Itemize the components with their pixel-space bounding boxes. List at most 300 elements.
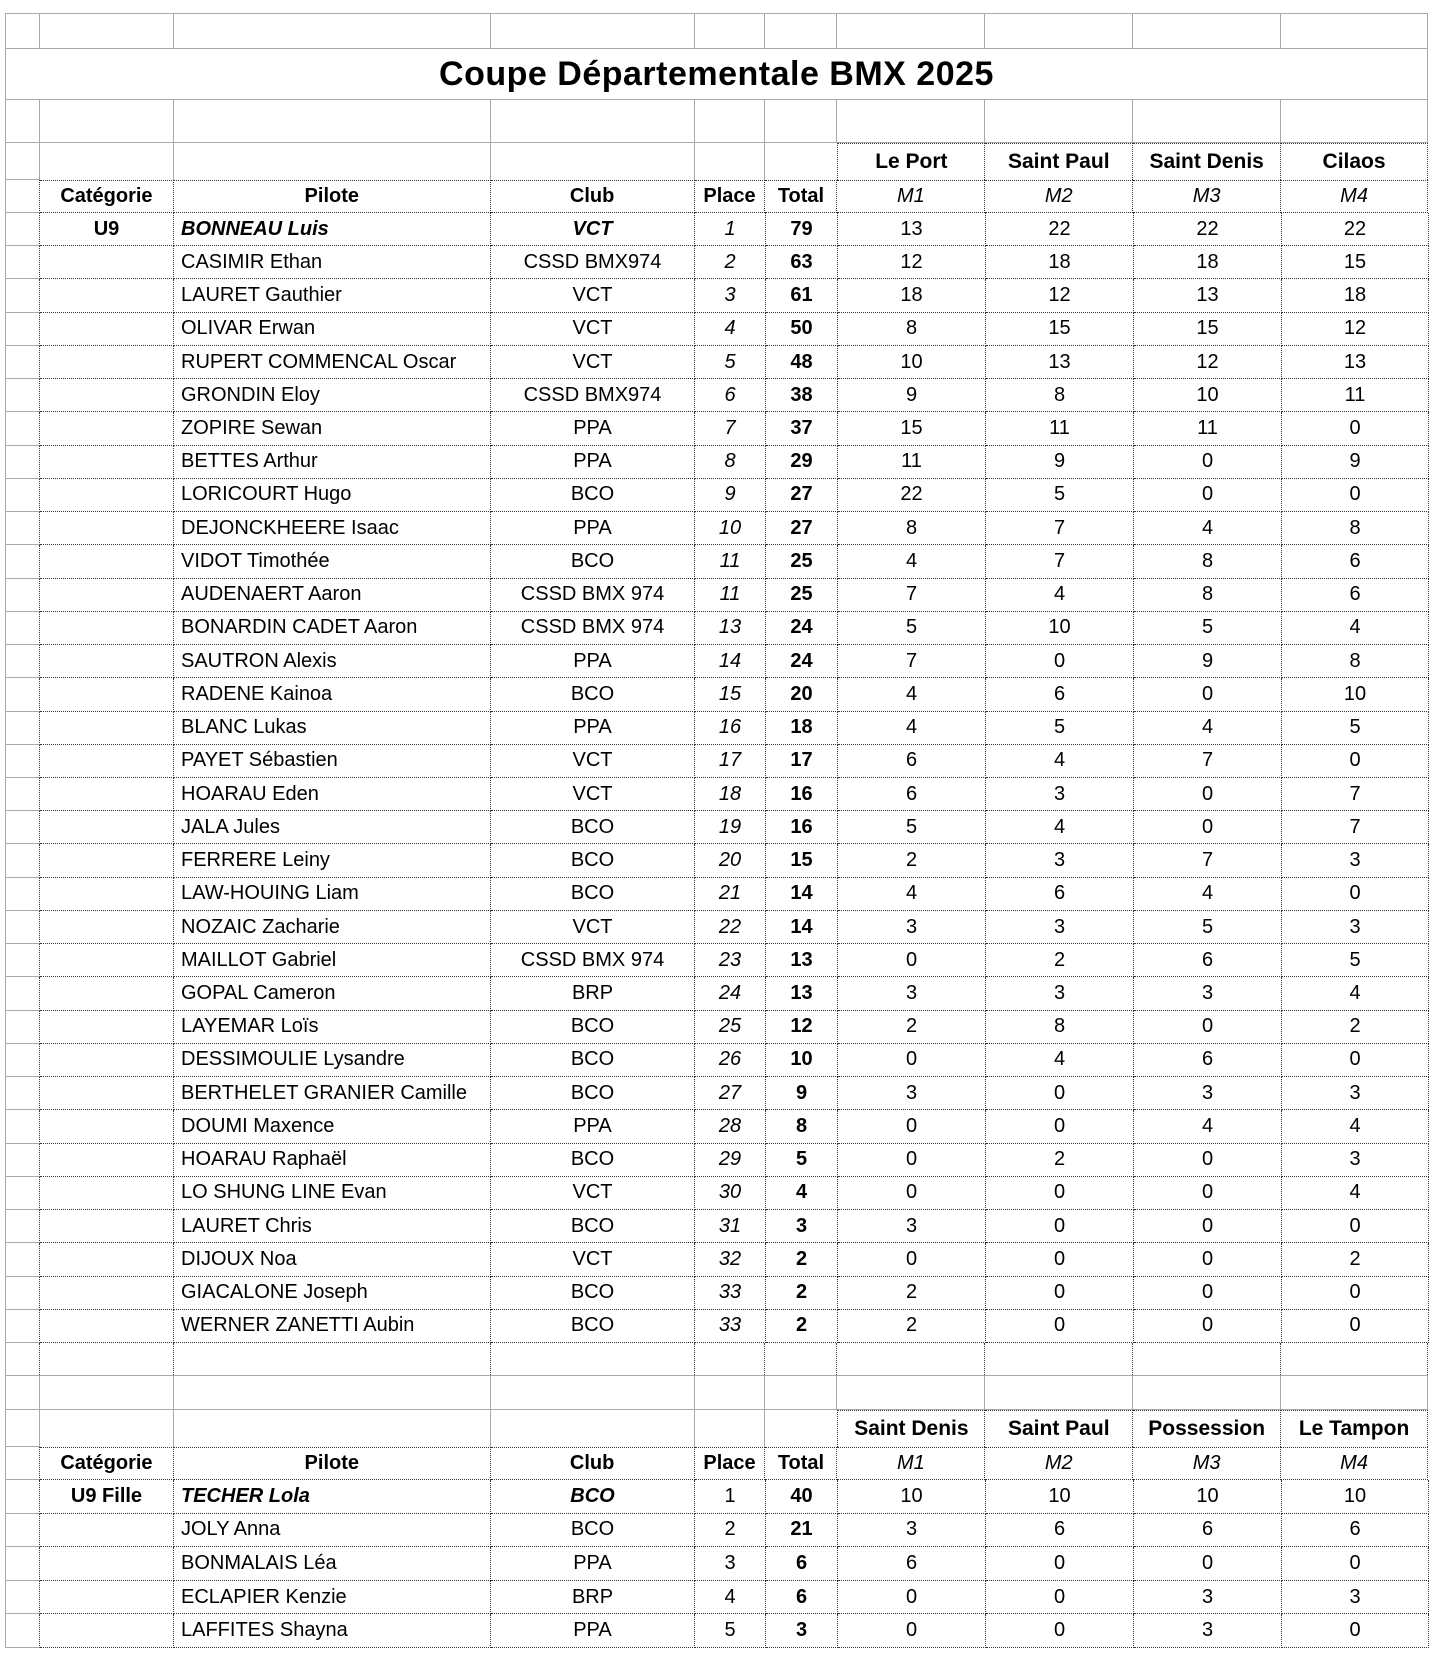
cell-m2: 10: [986, 612, 1134, 645]
table-row: [5, 379, 1429, 412]
cell-m4: 3: [1282, 1077, 1429, 1110]
grid-cell: [6, 1514, 40, 1548]
cell-club: CSSD BMX 974: [491, 612, 695, 645]
cell-m1: 4: [838, 545, 986, 578]
grid-cell: [491, 1410, 695, 1447]
cell-pilot: CASIMIR Ethan: [174, 246, 491, 279]
grid-cell: [6, 1447, 40, 1480]
grid-cell: [6, 645, 40, 678]
cell-pilot: OLIVAR Erwan: [174, 313, 491, 346]
worksheet-row: [5, 1376, 1428, 1410]
table-row: [5, 412, 1429, 445]
cell-m4: 10: [1282, 678, 1429, 711]
cell-m2: 0: [986, 1243, 1134, 1276]
cell-m1: 6: [838, 745, 986, 778]
grid-cell: [6, 977, 40, 1010]
grid-cell: [6, 213, 40, 246]
cell-total: 38: [766, 379, 838, 412]
table-row: [5, 778, 1429, 811]
grid-cell: [837, 1376, 985, 1409]
grid-cell: [695, 100, 766, 142]
cell-total: 12: [766, 1011, 838, 1044]
cell-category: [40, 1044, 174, 1077]
cell-m2: 15: [986, 313, 1134, 346]
results-sheet: [5, 13, 1428, 1648]
cell-m3: 11: [1134, 412, 1282, 445]
cell-m1: 7: [838, 579, 986, 612]
cell-m2: 2: [986, 1144, 1134, 1177]
cell-m3: 3: [1134, 1614, 1282, 1648]
header-place: Place: [695, 180, 766, 213]
column-header-row: [5, 180, 1428, 213]
cell-pilot: MAILLOT Gabriel: [174, 944, 491, 977]
cell-pilot: ZOPIRE Sewan: [174, 412, 491, 445]
cell-pilot: LAW-HOUING Liam: [174, 878, 491, 911]
cell-m3: 9: [1134, 645, 1282, 678]
cell-m2: 13: [986, 346, 1134, 379]
grid-cell: [1133, 100, 1281, 142]
cell-pilot: DESSIMOULIE Lysandre: [174, 1044, 491, 1077]
cell-place: 7: [695, 412, 766, 445]
cell-club: CSSD BMX 974: [491, 579, 695, 612]
cell-total: 14: [766, 878, 838, 911]
grid-cell: [40, 1410, 174, 1447]
cell-m2: 6: [986, 878, 1134, 911]
cell-m1: 10: [838, 346, 986, 379]
cell-category: [40, 1581, 174, 1615]
cell-m3: 0: [1134, 446, 1282, 479]
header-m2: M2: [985, 1447, 1133, 1480]
cell-m1: 0: [838, 1581, 986, 1615]
cell-m2: 10: [986, 1480, 1134, 1514]
cell-club: BCO: [491, 1011, 695, 1044]
cell-m4: 3: [1282, 844, 1429, 877]
cell-m2: 4: [986, 745, 1134, 778]
table-row: [5, 911, 1429, 944]
cell-total: 14: [766, 911, 838, 944]
cell-total: 40: [766, 1480, 838, 1514]
grid-cell: [6, 14, 40, 48]
grid-cell: [40, 143, 174, 180]
grid-cell: [695, 143, 766, 180]
grid-cell: [6, 1044, 40, 1077]
grid-cell: [6, 346, 40, 379]
grid-cell: [174, 1376, 491, 1409]
cell-place: 24: [695, 977, 766, 1010]
grid-cell: [695, 1376, 766, 1409]
grid-cell: [6, 1376, 40, 1409]
table-row: [5, 1614, 1429, 1648]
cell-club: BCO: [491, 1480, 695, 1514]
cell-m1: 2: [838, 844, 986, 877]
cell-m3: 4: [1134, 878, 1282, 911]
cell-m4: 13: [1282, 346, 1429, 379]
cell-m3: 6: [1134, 1514, 1282, 1548]
cell-pilot: NOZAIC Zacharie: [174, 911, 491, 944]
category-section: [5, 1410, 1428, 1648]
cell-m2: 4: [986, 1044, 1134, 1077]
header-total: Total: [765, 180, 837, 213]
cell-m4: 9: [1282, 446, 1429, 479]
table-row: [5, 1277, 1429, 1310]
cell-category: [40, 778, 174, 811]
grid-cell: [6, 1011, 40, 1044]
cell-category: [40, 811, 174, 844]
grid-cell: [1133, 1343, 1281, 1375]
cell-m3: 7: [1134, 844, 1282, 877]
cell-club: BCO: [491, 1310, 695, 1343]
cell-club: VCT: [491, 778, 695, 811]
rows: [5, 213, 1428, 1343]
cell-m1: 22: [838, 479, 986, 512]
cell-m4: 22: [1282, 213, 1429, 246]
cell-club: BCO: [491, 811, 695, 844]
header-total: Total: [765, 1447, 837, 1480]
cell-club: BCO: [491, 479, 695, 512]
cell-m1: 3: [838, 1077, 986, 1110]
cell-m2: 2: [986, 944, 1134, 977]
table-row: [5, 712, 1429, 745]
grid-cell: [6, 512, 40, 545]
grid-cell: [6, 1581, 40, 1615]
cell-pilot: GRONDIN Eloy: [174, 379, 491, 412]
cell-m1: 8: [838, 512, 986, 545]
cell-category: [40, 313, 174, 346]
cell-category: [40, 545, 174, 578]
header-club: Club: [491, 1447, 695, 1480]
header-categorie: Catégorie: [40, 180, 174, 213]
table-row: [5, 512, 1429, 545]
grid-cell: [6, 678, 40, 711]
cell-m2: 0: [986, 1110, 1134, 1143]
cell-m3: 5: [1134, 911, 1282, 944]
cell-m1: 0: [838, 944, 986, 977]
cell-m4: 5: [1282, 944, 1429, 977]
grid-cell: [837, 1343, 985, 1375]
header-categorie: Catégorie: [40, 1447, 174, 1480]
cell-total: 27: [766, 479, 838, 512]
cell-place: 18: [695, 778, 766, 811]
cell-m1: 0: [838, 1110, 986, 1143]
cell-place: 30: [695, 1177, 766, 1210]
cell-m2: 6: [986, 678, 1134, 711]
cell-category: [40, 1011, 174, 1044]
grid-cell: [765, 1343, 837, 1375]
cell-m3: 0: [1134, 778, 1282, 811]
grid-cell: [6, 1480, 40, 1514]
grid-cell: [6, 944, 40, 977]
cell-m3: 10: [1134, 379, 1282, 412]
cell-place: 6: [695, 379, 766, 412]
cell-club: PPA: [491, 712, 695, 745]
cell-m1: 7: [838, 645, 986, 678]
cell-total: 16: [766, 811, 838, 844]
cell-total: 79: [766, 213, 838, 246]
header-m1: M1: [837, 1447, 985, 1480]
cell-pilot: RADENE Kainoa: [174, 678, 491, 711]
cell-m1: 13: [838, 213, 986, 246]
cell-total: 63: [766, 246, 838, 279]
cell-total: 15: [766, 844, 838, 877]
cell-club: BCO: [491, 1044, 695, 1077]
cell-total: 16: [766, 778, 838, 811]
cell-category: [40, 1547, 174, 1581]
cell-pilot: BONNEAU Luis: [174, 213, 491, 246]
cell-club: BCO: [491, 1144, 695, 1177]
cell-m3: 22: [1134, 213, 1282, 246]
cell-pilot: BLANC Lukas: [174, 712, 491, 745]
header-m4: M4: [1281, 180, 1428, 213]
cell-pilot: DOUMI Maxence: [174, 1110, 491, 1143]
table-row: [5, 1480, 1429, 1514]
cell-total: 21: [766, 1514, 838, 1548]
cell-m2: 3: [986, 977, 1134, 1010]
cell-category: [40, 878, 174, 911]
cell-total: 20: [766, 678, 838, 711]
cell-place: 16: [695, 712, 766, 745]
table-row: [5, 844, 1429, 877]
cell-place: 29: [695, 1144, 766, 1177]
cell-place: 25: [695, 1011, 766, 1044]
cell-m4: 2: [1282, 1011, 1429, 1044]
cell-m4: 0: [1282, 1614, 1429, 1648]
grid-cell: [765, 1376, 837, 1409]
cell-pilot: VIDOT Timothée: [174, 545, 491, 578]
cell-category: [40, 944, 174, 977]
cell-category: [40, 712, 174, 745]
grid-cell: [491, 100, 695, 142]
cell-pilot: BETTES Arthur: [174, 446, 491, 479]
cell-pilot: ECLAPIER Kenzie: [174, 1581, 491, 1615]
cell-category: [40, 446, 174, 479]
cell-place: 11: [695, 579, 766, 612]
table-row: [5, 1011, 1429, 1044]
cell-club: BCO: [491, 678, 695, 711]
cell-place: 2: [695, 1514, 766, 1548]
cell-pilot: TECHER Lola: [174, 1480, 491, 1514]
cell-category: [40, 844, 174, 877]
cell-m4: 6: [1282, 1514, 1429, 1548]
cell-m4: 8: [1282, 645, 1429, 678]
cell-pilot: LORICOURT Hugo: [174, 479, 491, 512]
cell-m3: 0: [1134, 1277, 1282, 1310]
cell-place: 17: [695, 745, 766, 778]
grid-cell: [985, 1343, 1133, 1375]
cell-club: BCO: [491, 1277, 695, 1310]
cell-place: 32: [695, 1243, 766, 1276]
cell-m4: 7: [1282, 811, 1429, 844]
grid-cell: [491, 1343, 695, 1375]
cell-m1: 0: [838, 1614, 986, 1648]
cell-m4: 0: [1282, 1044, 1429, 1077]
cell-m4: 3: [1282, 911, 1429, 944]
table-row: [5, 1210, 1429, 1243]
table-row: [5, 479, 1429, 512]
cell-m1: 2: [838, 1011, 986, 1044]
grid-cell: [6, 844, 40, 877]
cell-place: 9: [695, 479, 766, 512]
cell-pilot: GIACALONE Joseph: [174, 1277, 491, 1310]
cell-club: CSSD BMX974: [491, 379, 695, 412]
cell-m2: 22: [986, 213, 1134, 246]
cell-place: 8: [695, 446, 766, 479]
table-row: [5, 1177, 1429, 1210]
cell-m1: 12: [838, 246, 986, 279]
cell-total: 6: [766, 1547, 838, 1581]
cell-category: [40, 1514, 174, 1548]
grid-cell: [6, 1343, 40, 1375]
cell-category: [40, 1243, 174, 1276]
grid-cell: [6, 745, 40, 778]
cell-m3: 13: [1134, 279, 1282, 312]
cell-m2: 6: [986, 1514, 1134, 1548]
grid-cell: [6, 313, 40, 346]
cell-total: 2: [766, 1243, 838, 1276]
cell-m4: 3: [1282, 1581, 1429, 1615]
grid-cell: [1133, 1376, 1281, 1409]
cell-m1: 3: [838, 1210, 986, 1243]
cell-place: 23: [695, 944, 766, 977]
cell-m4: 18: [1282, 279, 1429, 312]
grid-cell: [174, 1343, 491, 1375]
table-row: [5, 446, 1429, 479]
cell-category: [40, 1077, 174, 1110]
cell-m2: 0: [986, 1547, 1134, 1581]
cell-m2: 8: [986, 1011, 1134, 1044]
cell-pilot: LAURET Gauthier: [174, 279, 491, 312]
grid-cell: [6, 878, 40, 911]
cell-club: BCO: [491, 1514, 695, 1548]
cell-m4: 11: [1282, 379, 1429, 412]
cell-category: [40, 279, 174, 312]
table-row: [5, 213, 1429, 246]
cell-m3: 10: [1134, 1480, 1282, 1514]
grid-cell: [1133, 14, 1281, 48]
cell-pilot: FERRERE Leiny: [174, 844, 491, 877]
grid-cell: [1281, 14, 1428, 48]
cell-place: 33: [695, 1310, 766, 1343]
cell-m4: 4: [1282, 1177, 1429, 1210]
grid-cell: [6, 100, 40, 142]
grid-cell: [6, 811, 40, 844]
grid-cell: [491, 14, 695, 48]
table-row: [5, 811, 1429, 844]
cell-pilot: RUPERT COMMENCAL Oscar: [174, 346, 491, 379]
cell-m4: 0: [1282, 1310, 1429, 1343]
venue-header-cell: Saint Denis: [837, 1410, 985, 1447]
cell-m1: 0: [838, 1044, 986, 1077]
cell-pilot: WERNER ZANETTI Aubin: [174, 1310, 491, 1343]
cell-total: 24: [766, 612, 838, 645]
cell-category: [40, 379, 174, 412]
cell-club: VCT: [491, 346, 695, 379]
cell-m3: 3: [1134, 977, 1282, 1010]
cell-m3: 8: [1134, 545, 1282, 578]
grid-cell: [6, 1110, 40, 1143]
cell-total: 25: [766, 579, 838, 612]
cell-m2: 4: [986, 811, 1134, 844]
cell-club: PPA: [491, 1547, 695, 1581]
section-u9: [5, 143, 1428, 1343]
cell-m3: 0: [1134, 1210, 1282, 1243]
cell-m4: 0: [1282, 878, 1429, 911]
cell-m2: 7: [986, 545, 1134, 578]
cell-m1: 2: [838, 1310, 986, 1343]
cell-category: U9: [40, 213, 174, 246]
grid-cell: [6, 911, 40, 944]
grid-cell: [985, 14, 1133, 48]
cell-m4: 0: [1282, 1547, 1429, 1581]
grid-cell: [1281, 1343, 1428, 1375]
cell-club: PPA: [491, 512, 695, 545]
cell-m1: 6: [838, 778, 986, 811]
cell-pilot: BERTHELET GRANIER Camille: [174, 1077, 491, 1110]
cell-m4: 10: [1282, 1480, 1429, 1514]
cell-category: [40, 1210, 174, 1243]
cell-m2: 0: [986, 1614, 1134, 1648]
cell-m2: 0: [986, 1210, 1134, 1243]
cell-total: 2: [766, 1277, 838, 1310]
header-place: Place: [695, 1447, 766, 1480]
cell-total: 3: [766, 1614, 838, 1648]
cell-m1: 15: [838, 412, 986, 445]
cell-pilot: LAYEMAR Loïs: [174, 1011, 491, 1044]
cell-m3: 12: [1134, 346, 1282, 379]
table-row: [5, 1547, 1429, 1581]
grid-cell: [695, 1410, 766, 1447]
venue-header-row: [5, 143, 1428, 180]
cell-m3: 6: [1134, 944, 1282, 977]
table-row: [5, 1514, 1429, 1548]
grid-cell: [40, 1343, 174, 1375]
header-pilote: Pilote: [174, 1447, 491, 1480]
cell-m4: 5: [1282, 712, 1429, 745]
cell-place: 15: [695, 678, 766, 711]
grid-cell: [6, 1310, 40, 1343]
cell-m3: 5: [1134, 612, 1282, 645]
cell-m2: 9: [986, 446, 1134, 479]
cell-m2: 18: [986, 246, 1134, 279]
grid-cell: [174, 1410, 491, 1447]
grid-cell: [6, 1410, 40, 1447]
table-row: [5, 645, 1429, 678]
cell-category: [40, 1614, 174, 1648]
table-row: [5, 612, 1429, 645]
grid-cell: [6, 446, 40, 479]
cell-category: [40, 412, 174, 445]
table-row: [5, 1110, 1429, 1143]
cell-m4: 12: [1282, 313, 1429, 346]
cell-total: 6: [766, 1581, 838, 1615]
cell-m2: 12: [986, 279, 1134, 312]
cell-club: BCO: [491, 844, 695, 877]
cell-total: 3: [766, 1210, 838, 1243]
grid-cell: [1281, 1376, 1428, 1409]
grid-cell: [6, 479, 40, 512]
section-u9-fille: [5, 1410, 1428, 1648]
cell-m2: 3: [986, 911, 1134, 944]
header-m3: M3: [1133, 180, 1281, 213]
cell-m4: 3: [1282, 1144, 1429, 1177]
cell-place: 33: [695, 1277, 766, 1310]
table-row: [5, 1044, 1429, 1077]
cell-place: 4: [695, 1581, 766, 1615]
table-row: [5, 745, 1429, 778]
cell-m1: 3: [838, 911, 986, 944]
cell-m2: 8: [986, 379, 1134, 412]
cell-m1: 5: [838, 811, 986, 844]
cell-pilot: DEJONCKHEERE Isaac: [174, 512, 491, 545]
